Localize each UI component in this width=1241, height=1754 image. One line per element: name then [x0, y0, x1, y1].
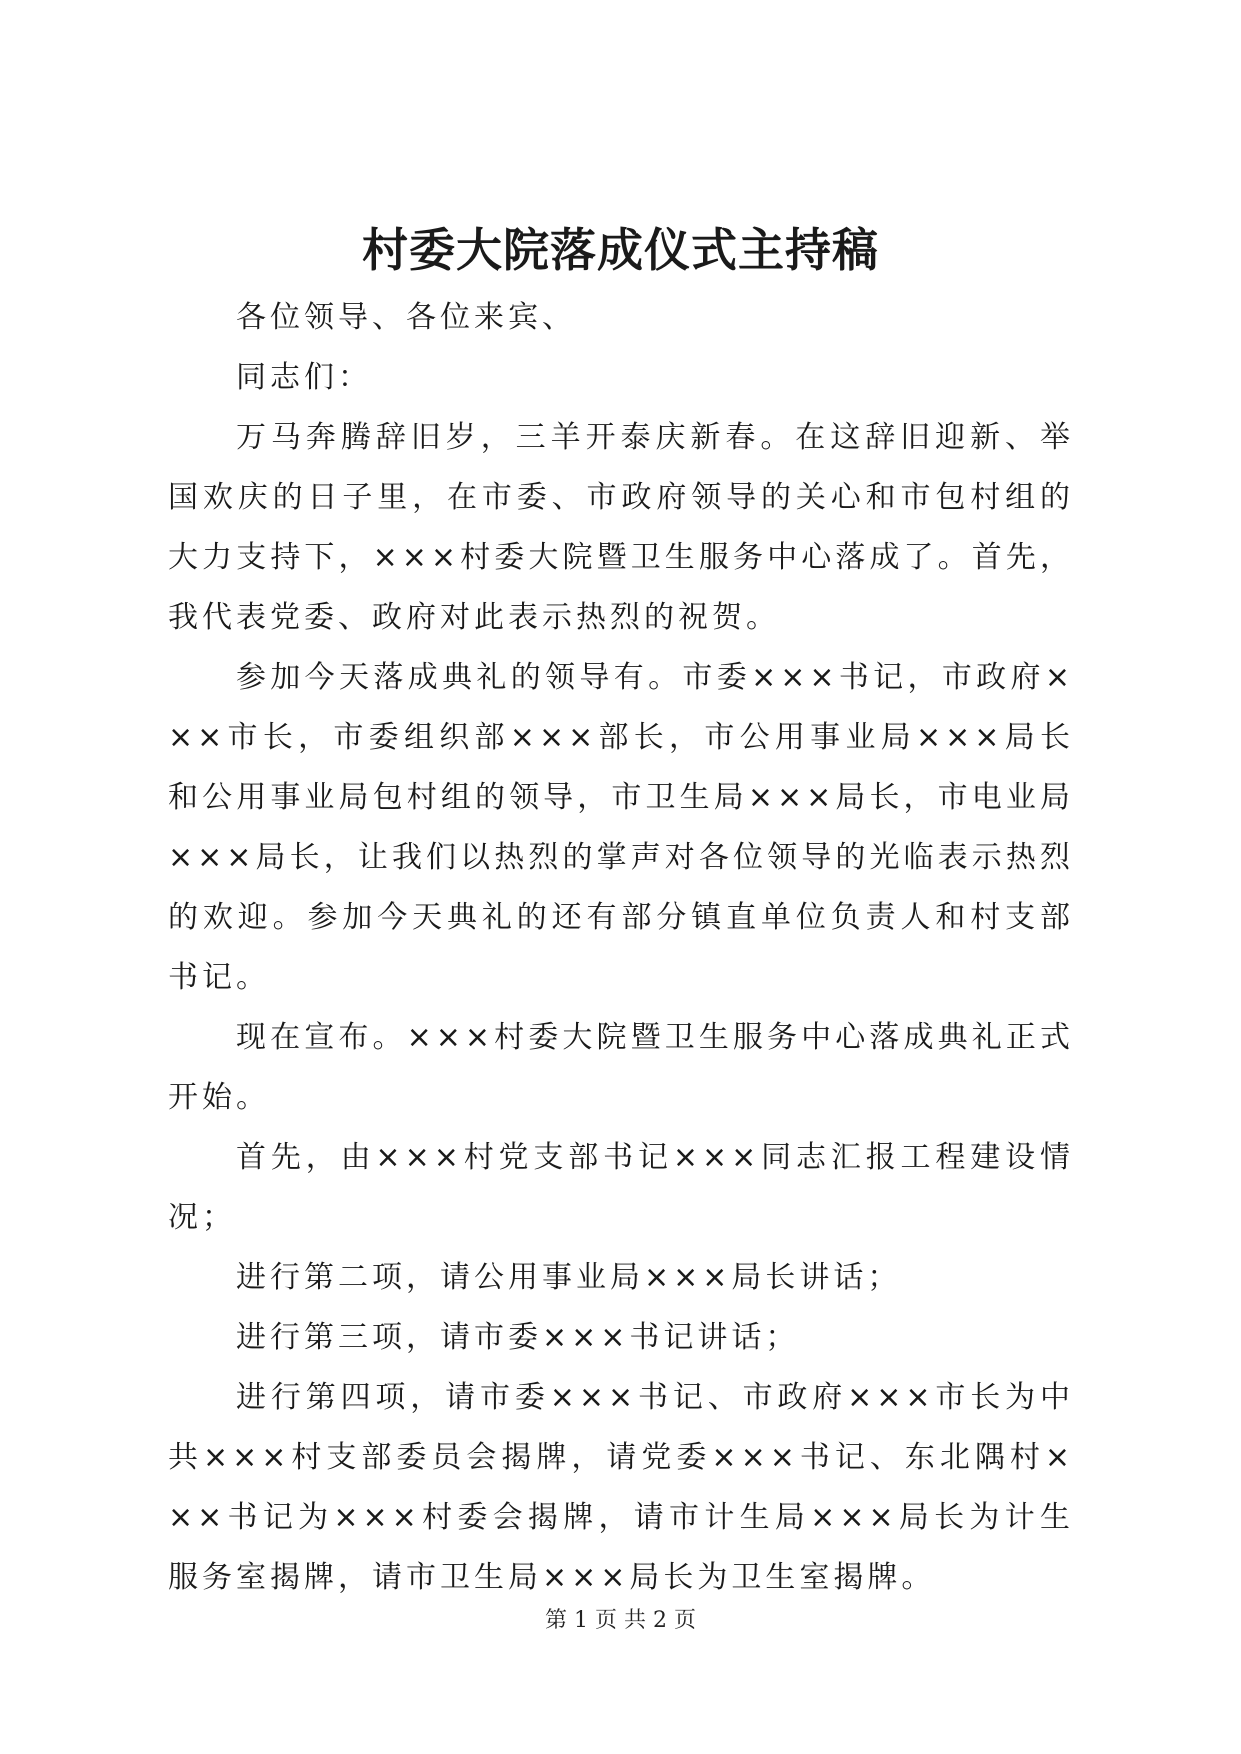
- salutation-line-2: 同志们：: [236, 360, 372, 395]
- paragraph-announcement: 现在宣布。×××村委大院暨卫生服务中心落成典礼正式开始。: [168, 1020, 1074, 1115]
- agenda-item-3: 进行第三项，请市委×××书记讲话；: [236, 1320, 800, 1355]
- paragraph-attendees: 参加今天落成典礼的领导有。市委×××书记，市政府×××市长，市委组织部×××部长，市公用事业局×××局长和公用事业局包村组的领导，市卫生局×××局长，市电业局×××局长，让我们以热烈的掌声对各位领导的光临表示热烈的欢迎。参加今天典礼的还有部分镇直单位负责人和村支部书记。: [168, 660, 1074, 995]
- paragraph-opening: 万马奔腾辞旧岁，三羊开泰庆新春。在这辞旧迎新、举国欢庆的日子里，在市委、市政府领导的关心和市包村组的大力支持下，×××村委大院暨卫生服务中心落成了。首先，我代表党委、政府对此表示热烈的祝贺。: [168, 420, 1074, 635]
- salutation-line-1: 各位领导、各位来宾、: [236, 300, 576, 335]
- agenda-item-4: 进行第四项，请市委×××书记、市政府×××市长为中共×××村支部委员会揭牌，请党委×××书记、东北隅村×××书记为×××村委会揭牌，请市计生局×××局长为计生服务室揭牌，请市卫生局×××局长为卫生室揭牌。: [168, 1380, 1074, 1595]
- agenda-item-2: 进行第二项，请公用事业局×××局长讲话；: [236, 1260, 902, 1295]
- page-footer: 第 1 页 共 2 页: [545, 1608, 696, 1633]
- agenda-item-1: 首先，由×××村党支部书记×××同志汇报工程建设情况；: [168, 1140, 1074, 1235]
- document-body: [168, 288, 1074, 1608]
- document-title: 村委大院落成仪式主持稿: [362, 223, 879, 277]
